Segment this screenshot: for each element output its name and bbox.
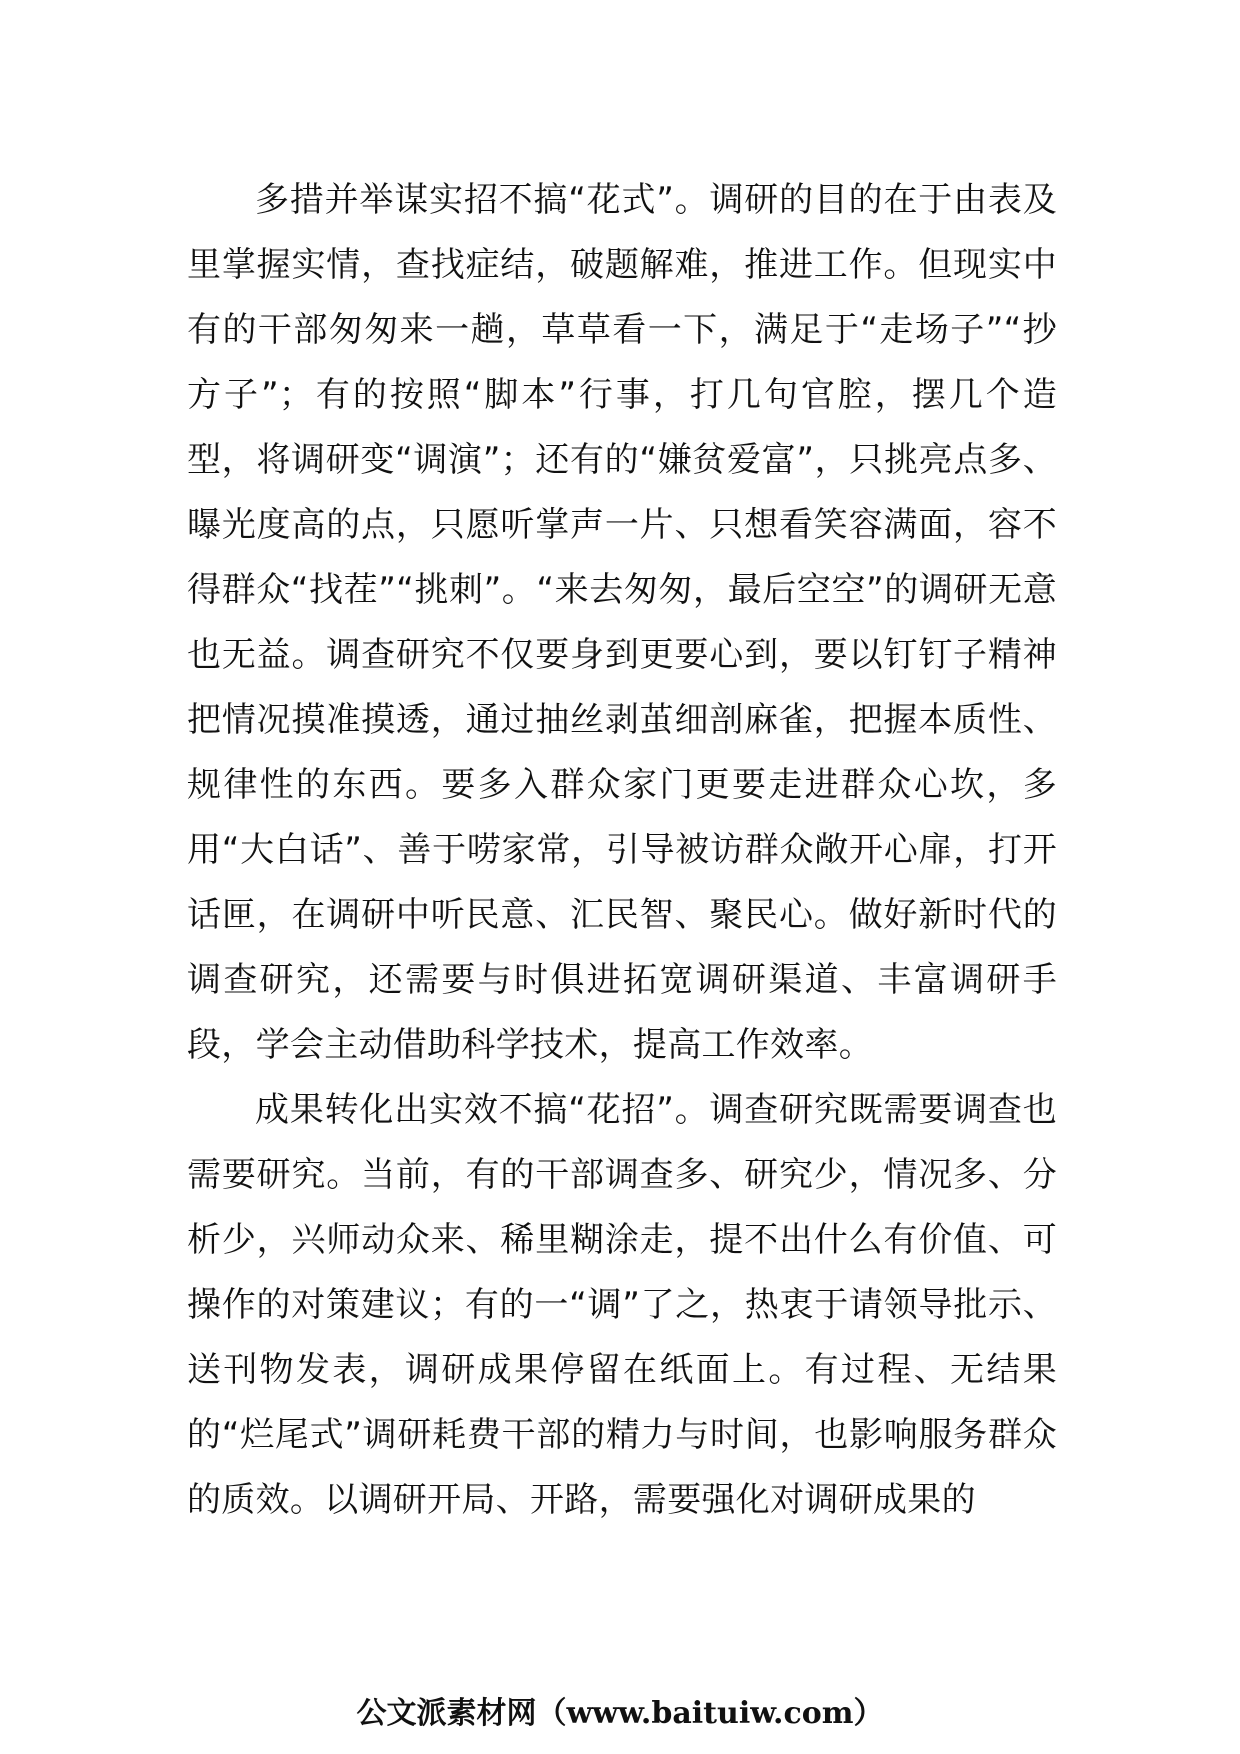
paragraph-1: 多措并举谋实招不搞“花式”。调研的目的在于由表及里掌握实情，查找症结，破题解难，推进工作。但现实中有的干部匆匆来一趟，草草看一下，满足于“走场子”“抄方子”；有的按照“脚本”行事，打几句官腔，摆几个造型，将调研变“调演”；还有的“嫌贫爱富”，只挑亮点多、曝光度高的点，只愿听掌声一片、只想看笑容满面，容不得群众“找茬”“挑刺”。“来去匆匆，最后空空”的调研无意也无益。调查研究不仅要身到更要心到，要以钉钉子精神把情况摸准摸透，通过抽丝剥茧细剖麻雀，把握本质性、规律性的东西。要多入群众家门更要走进群众心坎，多用“大白话”、善于唠家常，引导被访群众敞开心扉，打开话匣，在调研中听民意、汇民智、聚民心。做好新时代的调查研究，还需要与时俱进拓宽调研渠道、丰富调研手段，学会主动借助科学技术，提高工作效率。 [187,180,1057,1065]
footer-watermark: 公文派素材网（www.baituiw.com） [356,1696,884,1731]
document-body [187,168,1057,1533]
paragraph-2: 成果转化出实效不搞“花招”。调查研究既需要调查也需要研究。当前，有的干部调查多、研究少，情况多、分析少，兴师动众来、稀里糊涂走，提不出什么有价值、可操作的对策建议；有的一“调”了之，热衷于请领导批示、送刊物发表，调研成果停留在纸面上。有过程、无结果的“烂尾式”调研耗费干部的精力与时间，也影响服务群众的质效。以调研开局、开路，需要强化对调研成果的 [187,1090,1057,1520]
